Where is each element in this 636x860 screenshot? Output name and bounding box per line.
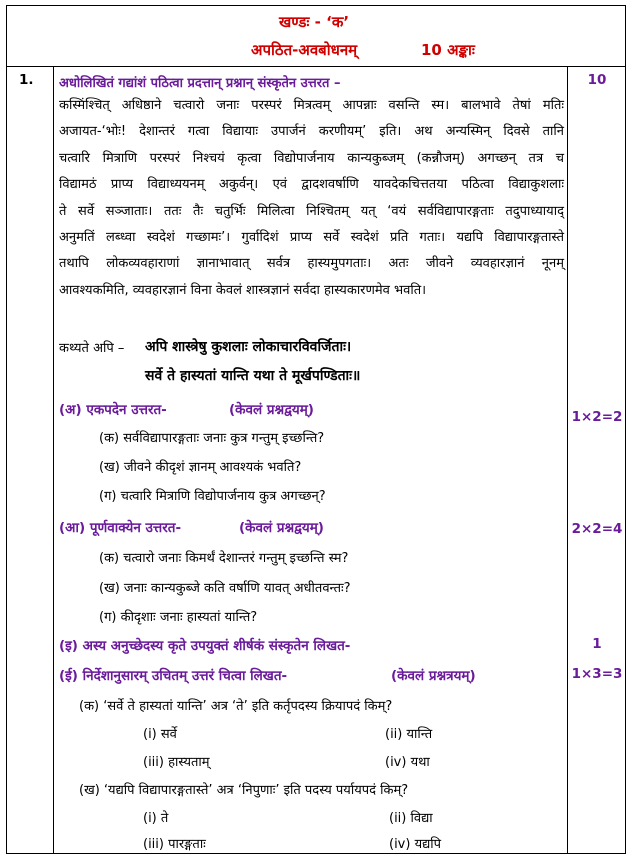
mcq-option: (ii) यान्ति <box>385 727 433 742</box>
section-i-heading: (इ) अस्य अनुच्छेदस्य कृते उपयुक्तं शीर्षकं संस्कृतेन लिखत- <box>59 638 351 654</box>
passage-line: तथापि लोकव्यवहाराणां ज्ञानाभावात् सर्वत्र हास्यमुपगताः। अतः जीवने व्यवहारज्ञानं नूनम् <box>59 256 564 272</box>
mcq-option: (iii) हास्यताम् <box>143 755 210 770</box>
quote-line-2: सर्वे ते हास्यतां यान्ति यथा ते मूर्खपण्डिताः॥ <box>145 368 361 384</box>
section-ii-marks: 1×3=3 <box>571 666 623 682</box>
question-paper-page <box>6 5 626 854</box>
section-title: अपठित-अवबोधनम् <box>251 41 358 59</box>
section-aa-note: (केवलं प्रश्नद्वयम्) <box>239 520 324 536</box>
mcq-question: (क) ‘सर्वे ते हास्यतां यान्ति’ अत्र ‘ते’ इति कर्तृपदस्य क्रियापदं किम्? <box>79 699 393 714</box>
passage-line: अजायत-‘भोः! देशान्तरं गत्वा विद्यायाः उपार्जनं करणीयम्’ इति। अथ अन्यस्मिन् दिवसे तानि <box>59 124 564 140</box>
mcq-option: (iv) यथा <box>385 755 430 770</box>
question-item: (क) सर्वविद्यापारङ्गताः जनाः कुत्र गन्तुम् इच्छन्ति? <box>99 431 325 446</box>
section-a-note: (केवलं प्रश्नद्वयम्) <box>229 402 314 418</box>
passage-line: ते सर्वे सञ्जाताः। ततः तैः चतुर्भिः मिलित्वा निश्चितम् यत् ‘वयं सर्वविद्यापारङ्गताः तदुपाध्यायाद् <box>59 203 564 219</box>
section-a-marks: 1×2=2 <box>571 409 623 425</box>
section-i-marks: 1 <box>592 636 602 652</box>
question-item: (ग) चत्वारि मित्राणि विद्योपार्जनाय कुत्र अगच्छन्? <box>99 489 326 504</box>
passage-line: चत्वारि मित्राणि परस्परं निश्चयं कृत्वा विद्योपार्जनाय कान्यकुब्जम् (कन्नौजम्) अगच्छन् तत्र च <box>59 150 564 166</box>
mcq-option: (i) सर्वे <box>143 727 177 742</box>
column-divider-left <box>53 66 54 853</box>
section-aa-marks: 2×2=4 <box>571 521 623 537</box>
quote-line-1: अपि शास्त्रेषु कुशलाः लोकाचारविवर्जिताः। <box>145 339 352 355</box>
mcq-option: (iii) पारङ्गताः <box>143 837 206 852</box>
column-divider-right <box>567 66 568 853</box>
passage-line: अनुमतिं लब्ध्वा स्वदेशं गच्छामः’। गुर्वादिशं प्राप्य सर्वे स्वदेशं प्रति गताः। यद्यपि विद्यापारङ्गतास्ते <box>59 230 564 246</box>
section-aa-heading: (आ) पूर्णवाक्येन उत्तरत- <box>59 520 182 536</box>
question-item: (ख) जनाः कान्यकुब्जे कति वर्षाणि यावत् अधीतवन्तः? <box>99 581 351 596</box>
passage-line: आवश्यकमिति, व्यवहारज्ञानं विना केवलं शास्त्रज्ञानं सर्वदा हास्यकारणमेव भवति। <box>59 282 427 298</box>
section-ii-note: (केवलं प्रश्नत्रयम्) <box>391 668 476 684</box>
section-a-heading: (अ) एकपदेन उत्तरत- <box>59 402 167 418</box>
passage-line: विद्यामठं प्राप्य विद्याध्ययनम् अकुर्वन्। एवं द्वादशवर्षाणि यावदेकचित्ततया पठित्वा विद्याकुशलाः <box>59 177 564 193</box>
question-item: (क) चत्वारो जनाः किमर्थं देशान्तरं गन्तुम् इच्छन्ति स्म? <box>99 551 349 566</box>
question-number: 1. <box>19 72 34 88</box>
question-marks: 10 <box>587 72 607 88</box>
question-item: (ग) कीदृशाः जनाः हास्यतां यान्ति? <box>99 610 258 625</box>
mcq-option: (ii) विद्या <box>389 811 433 826</box>
section-ii-heading: (ई) निर्देशानुसारम् उचितम् उत्तरं चित्वा लिखत- <box>59 668 288 684</box>
section-marks: 10 अङ्काः <box>421 41 475 59</box>
mcq-question: (ख) ‘यद्यपि विद्यापारङ्गतास्ते’ अत्र ‘निपुणाः’ इति पदस्य पर्यायपदं किम्? <box>79 783 409 798</box>
section-header <box>7 6 625 67</box>
mcq-option: (i) ते <box>143 811 169 826</box>
passage <box>59 93 564 304</box>
question-item: (ख) जीवने कीदृशं ज्ञानम् आवश्यकं भवति? <box>99 460 302 475</box>
section-label: खण्डः - ‘क’ <box>279 13 350 31</box>
question-instruction: अधोलिखितं गद्यांशं पठित्वा प्रदत्तान् प्रश्नान् संस्कृतेन उत्तरत – <box>59 76 341 91</box>
quote-intro: कथ्यते अपि – <box>59 341 125 356</box>
mcq-option: (iv) यद्यपि <box>389 837 442 852</box>
passage-line: कस्मिंश्चित् अधिष्ठाने चत्वारो जनाः परस्परं मित्रत्वम् आपन्नाः वसन्ति स्म। बालभावे तेषां मतिः <box>59 98 564 113</box>
